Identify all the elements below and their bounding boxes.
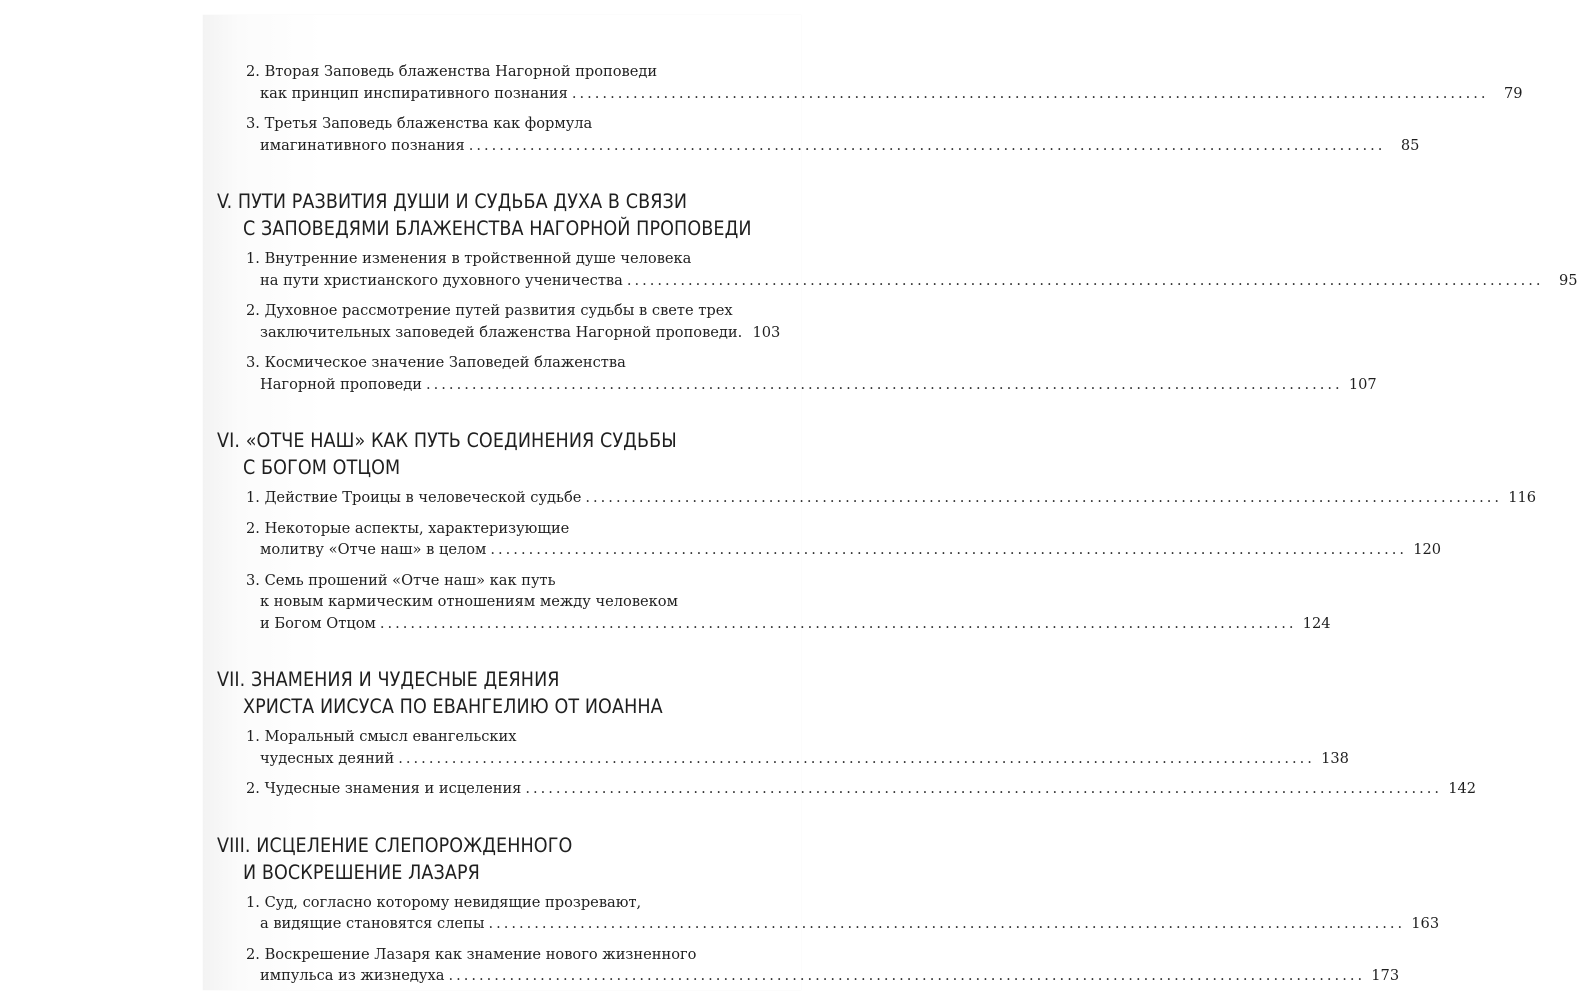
page-number: 95: [1558, 271, 1578, 289]
section-heading-line: ХРИСТА ИИСУСА ПО ЕВАНГЕЛИЮ ОТ ИОАННА: [243, 695, 663, 718]
entry-text-line: 1. Суд, согласно которому невидящие прозревают,: [246, 893, 642, 911]
section-heading-line: С ЗАПОВЕДЯМИ БЛАЖЕНСТВА НАГОРНОЙ ПРОПОВЕДИ: [243, 217, 752, 240]
entry-last-line: [246, 778, 1477, 800]
entry-text-line: 3. Семь прошений «Отче наш» как путь: [246, 571, 556, 589]
entry-text-line: 3. Третья Заповедь блаженства как формула: [246, 115, 593, 132]
entry-last-line: [246, 965, 1400, 987]
entry-last-line: [246, 613, 1331, 635]
entry-text-line: на пути христианского духовного ученичества: [260, 271, 623, 289]
dot-leader: ........................................................................................................................: [468, 136, 1386, 154]
page-number: 79: [1503, 84, 1523, 102]
section-heading: [217, 427, 767, 481]
section-heading: [217, 666, 767, 720]
toc-entry[interactable]: [217, 248, 1578, 291]
page-number: 107: [1348, 375, 1377, 393]
page-number: 173: [1371, 967, 1400, 984]
dot-leader: ........................................................................................................................: [571, 84, 1489, 102]
toc-section-v: [217, 188, 1578, 395]
section-heading-line: С БОГОМ ОТЦОМ: [243, 456, 401, 479]
toc-section-vii: [217, 666, 1477, 800]
page-number: 120: [1413, 541, 1442, 558]
dot-leader: ........................................................................................................................: [488, 915, 1406, 932]
dot-leader: ........................................................................................................................: [398, 749, 1315, 767]
page-number: 142: [1448, 780, 1477, 797]
entry-text-line: 2. Духовное рассмотрение путей развития судьбы в свете трех: [246, 302, 733, 319]
section-heading-line: V. ПУТИ РАЗВИТИЯ ДУШИ И СУДЬБА ДУХА В СВЯЗИ: [217, 190, 688, 213]
toc-entry[interactable]: [217, 300, 781, 343]
entry-text-line: и Богом Отцом: [260, 614, 376, 632]
dot-leader: ........................................................................................................................: [448, 967, 1366, 984]
entry-text-line: импульса из жизнедуха: [260, 967, 445, 984]
table-of-contents: [217, 61, 1578, 996]
page-number: 85: [1400, 136, 1420, 154]
toc-entry[interactable]: [217, 778, 1477, 800]
dot-leader: ........................................................................................................................: [585, 489, 1503, 506]
dot-leader: ........................................................................................................................: [626, 271, 1544, 289]
section-heading-line: И ВОСКРЕШЕНИЕ ЛАЗАРЯ: [243, 860, 480, 884]
entry-last-line: [246, 539, 1442, 561]
entry-last-line: [246, 135, 1420, 157]
section-heading: [217, 188, 767, 242]
entry-last-line: [246, 270, 1578, 292]
toc-section-viii: [217, 832, 1440, 987]
entry-text-line: 2. Некоторые аспекты, характеризующие: [246, 519, 570, 537]
toc-entry[interactable]: [217, 726, 1349, 769]
toc-entry[interactable]: [217, 518, 1442, 561]
dot-leader: ........................................................................................................................: [379, 614, 1297, 632]
entry-text-line: как принцип инспиративного познания: [260, 84, 568, 102]
entry-text-line: 1. Действие Троицы в человеческой судьбе: [246, 489, 582, 506]
entry-last-line: [246, 374, 1377, 396]
entry-last-line: [246, 748, 1349, 770]
entry-text-line: молитву «Отче наш» в целом: [260, 541, 487, 558]
page-number: 116: [1508, 489, 1537, 506]
page-number: 138: [1321, 749, 1349, 767]
toc-section-vi: [217, 427, 1537, 634]
toc-entry[interactable]: [217, 570, 1331, 635]
entry-text-line: 2. Воскрешение Лазаря как знамение нового жизненного: [246, 945, 697, 963]
section-heading-line: VI. «ОТЧЕ НАШ» КАК ПУТЬ СОЕДИНЕНИЯ СУДЬБЫ: [217, 429, 677, 452]
section-heading: [217, 832, 767, 886]
toc-entry[interactable]: [217, 61, 1523, 104]
dot-leader: ........................................................................................................................: [426, 375, 1343, 393]
toc-entry[interactable]: [217, 892, 1440, 935]
entry-last-line: [246, 487, 1537, 509]
entry-text-line: а видящие становятся слепы: [260, 915, 485, 932]
entry-text-line: Нагорной проповеди: [260, 375, 423, 393]
entry-text-line: 2. Чудесные знамения и исцеления: [246, 780, 522, 797]
entry-text-line: 1. Внутренние изменения в тройственной душе человека: [246, 250, 692, 267]
section-heading-line: VII. ЗНАМЕНИЯ И ЧУДЕСНЫЕ ДЕЯНИЯ: [217, 668, 560, 691]
entry-last-line: [246, 913, 1440, 935]
page-number: 103: [752, 323, 781, 341]
book-page: [203, 15, 1578, 990]
toc-entry[interactable]: [217, 113, 1420, 156]
toc-entry[interactable]: [217, 944, 1400, 987]
section-heading-line: VIII. ИСЦЕЛЕНИЕ СЛЕПОРОЖДЕННОГО: [217, 833, 573, 857]
entry-text-line: заключительных заповедей блаженства Нагорной проповеди.: [260, 323, 743, 341]
entry-text-line: 1. Моральный смысл евангельских: [246, 728, 517, 745]
entry-text-line: к новым кармическим отношениям между человеком: [260, 593, 678, 610]
dot-leader: ........................................................................................................................: [525, 780, 1443, 797]
entry-text-line: чудесных деяний: [260, 749, 395, 767]
entry-text-line: 3. Космическое значение Заповедей блаженства: [246, 354, 626, 371]
toc-entry[interactable]: [217, 487, 1537, 509]
page-number: 124: [1302, 614, 1331, 632]
toc-entry[interactable]: [217, 352, 1377, 395]
entry-last-line: [246, 322, 781, 344]
entry-text-line: имагинативного познания: [260, 136, 465, 154]
page-number: 163: [1411, 915, 1440, 932]
entry-text-line: 2. Вторая Заповедь блаженства Нагорной проповеди: [246, 63, 658, 80]
toc-section-prev: [217, 61, 1523, 156]
dot-leader: ........................................................................................................................: [490, 541, 1408, 558]
entry-last-line: [246, 83, 1523, 105]
